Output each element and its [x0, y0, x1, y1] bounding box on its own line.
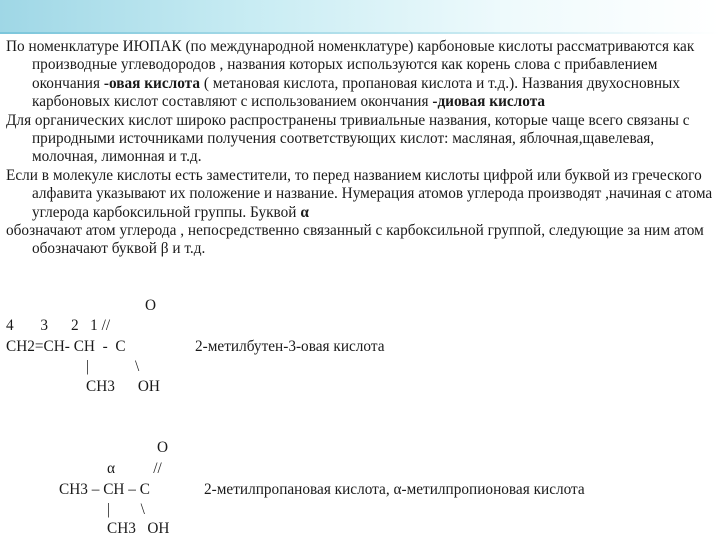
formula1-substituents: CH3 OH: [86, 378, 160, 395]
slide-text: [6, 38, 714, 259]
trivial-names-paragraph: [6, 112, 714, 167]
substituents-paragraph: [6, 167, 714, 222]
formula2-substituents: CH3 OH: [107, 520, 170, 537]
formula2-name: 2-метилпропановая кислота, α-метилпропионовая кислота: [204, 481, 585, 498]
slide-header-line: [0, 32, 720, 34]
trivial-text: Для органических кислот широко распространены тривиальные названия, которые чаще всего связаны с природными источниками получения соответствующих кислот: масляная, яблочная,щавелевая, молочная, лимонная и т.д.: [6, 111, 690, 166]
formula1-main-chain: CH2=CH- CH - C: [6, 338, 126, 355]
formula2-oxygen: O: [157, 439, 169, 456]
formula1-name: 2-метилбутен-3-овая кислота: [195, 338, 385, 355]
formula2-alpha-row: α //: [107, 460, 162, 477]
formula2-main-chain: CH3 – CH – C: [59, 481, 150, 498]
formula1-numbering: 4 3 2 1 //: [6, 317, 111, 334]
iupac-text-2: ( метановая кислота, пропановая кислота и т.д.). Названия двухосновных карбоновых кислот составляют с использованием окончания: [32, 74, 680, 111]
iupac-ending-dioic: -диовая кислота: [432, 93, 546, 111]
alpha-paragraph: [6, 222, 714, 259]
alpha-text: обозначают атом углерода , непосредственно связанный с карбоксильной группой, следующие за ним атом обозначают буквой β и т.д.: [6, 222, 704, 258]
iupac-text-1: По номенклатуре ИЮПАК (по международной номенклатуре) карбоновые кислоты рассматриваются как производные углеводородов , названия которых используются как корень слова с прибавлением окончания: [6, 38, 695, 92]
alpha-letter: α: [300, 203, 309, 221]
iupac-ending-oic: -овая кислота: [103, 74, 201, 92]
slide-header-band: [0, 0, 720, 32]
formula2-bonds: | \: [107, 501, 145, 518]
formula1-bonds: | \: [86, 358, 140, 375]
substituents-text: Если в молекуле кислоты есть заместители, то перед названием кислоты цифрой или буквой из греческого алфавита указывают их положение и название. Нумерация атомов углерода производят ,начиная с атома углерода карбоксильной группы. Буквой: [6, 166, 713, 221]
formula1-oxygen: O: [145, 297, 157, 314]
iupac-paragraph: [6, 38, 714, 112]
